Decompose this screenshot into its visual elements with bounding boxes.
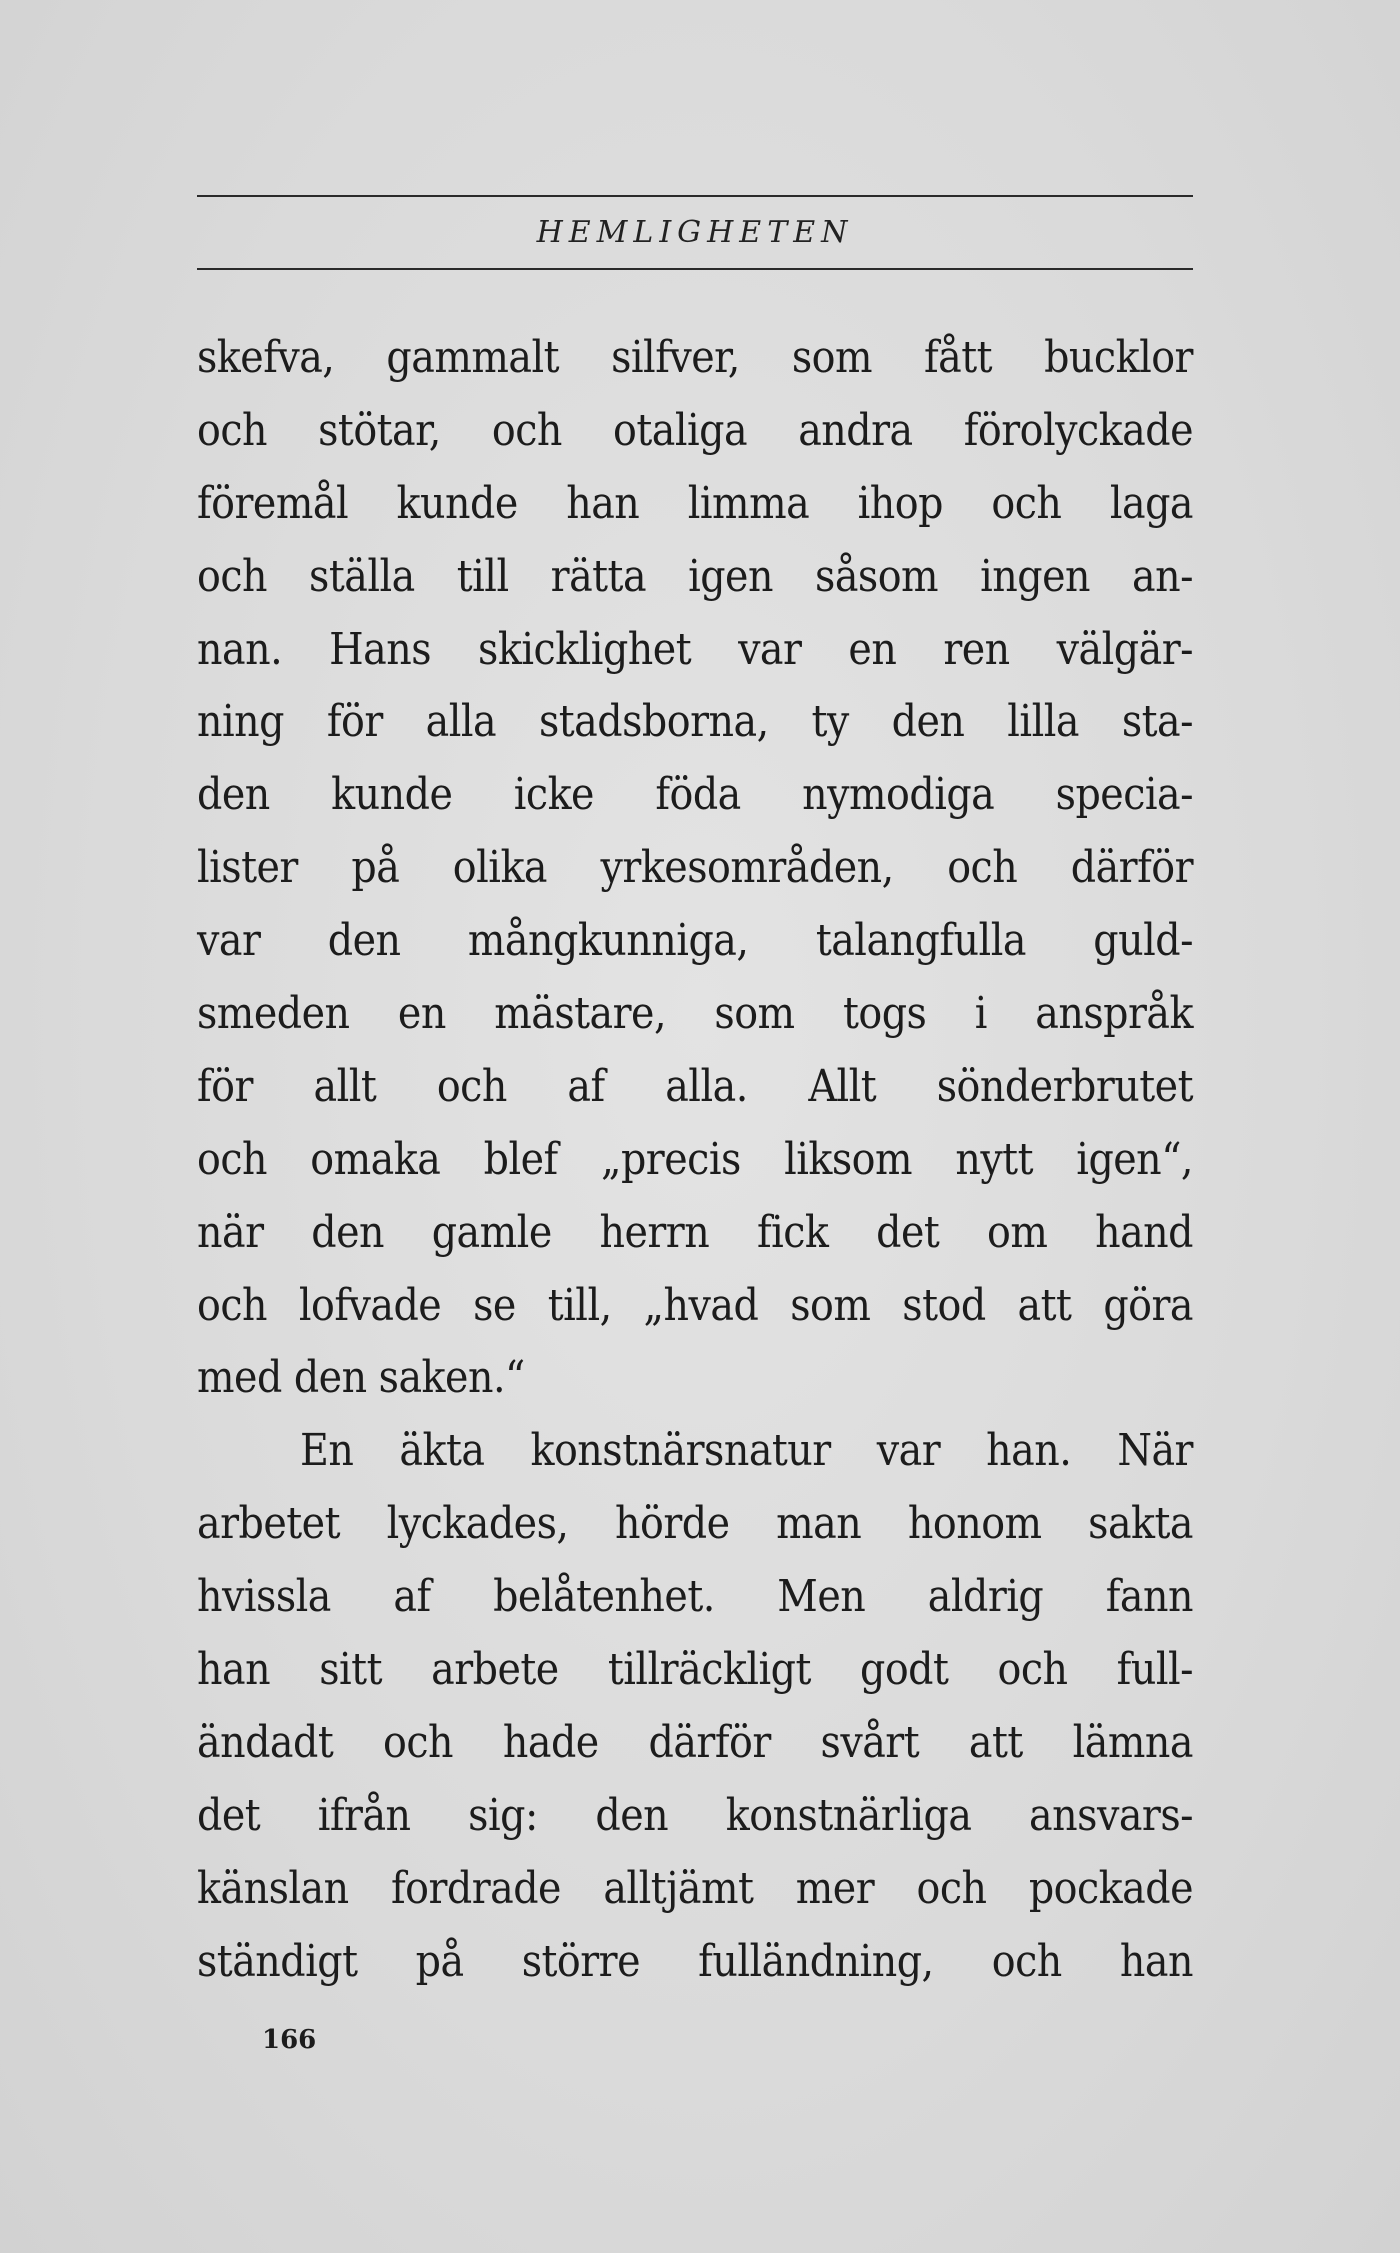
- header-rule-bottom: [197, 268, 1193, 270]
- text-line: En äkta konstnärsnatur var han. När: [300, 1425, 1193, 1477]
- text-line: skefva, gammalt silfver, som fått bucklor: [197, 332, 1193, 383]
- text-line: och ställa till rätta igen såsom ingen an-: [197, 550, 1193, 602]
- text-line: ändadt och hade därför svårt att lämna: [197, 1716, 1193, 1768]
- text-line: ständigt på större fulländning, och han: [197, 1935, 1193, 1987]
- text-line: smeden en mästare, som togs i anspråk: [197, 988, 1193, 1040]
- text-line: nan. Hans skicklighet var en ren välgär-: [197, 623, 1193, 675]
- running-head: HEMLIGHETEN: [536, 215, 854, 250]
- text-line: lister på olika yrkesområden, och därför: [197, 842, 1193, 894]
- page-number: 166: [262, 2025, 317, 2055]
- text-line: han sitt arbete tillräckligt godt och full-: [197, 1644, 1193, 1696]
- text-line: hvissla af belåtenhet. Men aldrig fann: [197, 1571, 1193, 1623]
- text-line: för allt och af alla. Allt sönderbrutet: [197, 1060, 1193, 1112]
- text-line: när den gamle herrn fick det om hand: [197, 1206, 1193, 1258]
- text-line: ning för alla stadsborna, ty den lilla sta-: [197, 696, 1193, 748]
- text-line: föremål kunde han limma ihop och laga: [197, 477, 1193, 529]
- text-line: var den mångkunniga, talangfulla guld-: [197, 915, 1193, 967]
- header-rule-top: [197, 195, 1193, 197]
- text-line: och lofvade se till, „hvad som stod att göra: [197, 1279, 1193, 1331]
- text-line: den kunde icke föda nymodiga specia-: [197, 769, 1193, 821]
- text-line: det ifrån sig: den konstnärliga ansvars-: [197, 1789, 1193, 1841]
- text-line: med den saken.“: [197, 1352, 525, 1404]
- text-line: och omaka blef „precis liksom nytt igen“,: [197, 1133, 1193, 1185]
- text-line: och stötar, och otaliga andra förolyckade: [197, 404, 1193, 456]
- text-line: känslan fordrade alltjämt mer och pockade: [197, 1862, 1193, 1914]
- text-line: arbetet lyckades, hörde man honom sakta: [197, 1498, 1193, 1550]
- body-text: [197, 322, 1193, 1998]
